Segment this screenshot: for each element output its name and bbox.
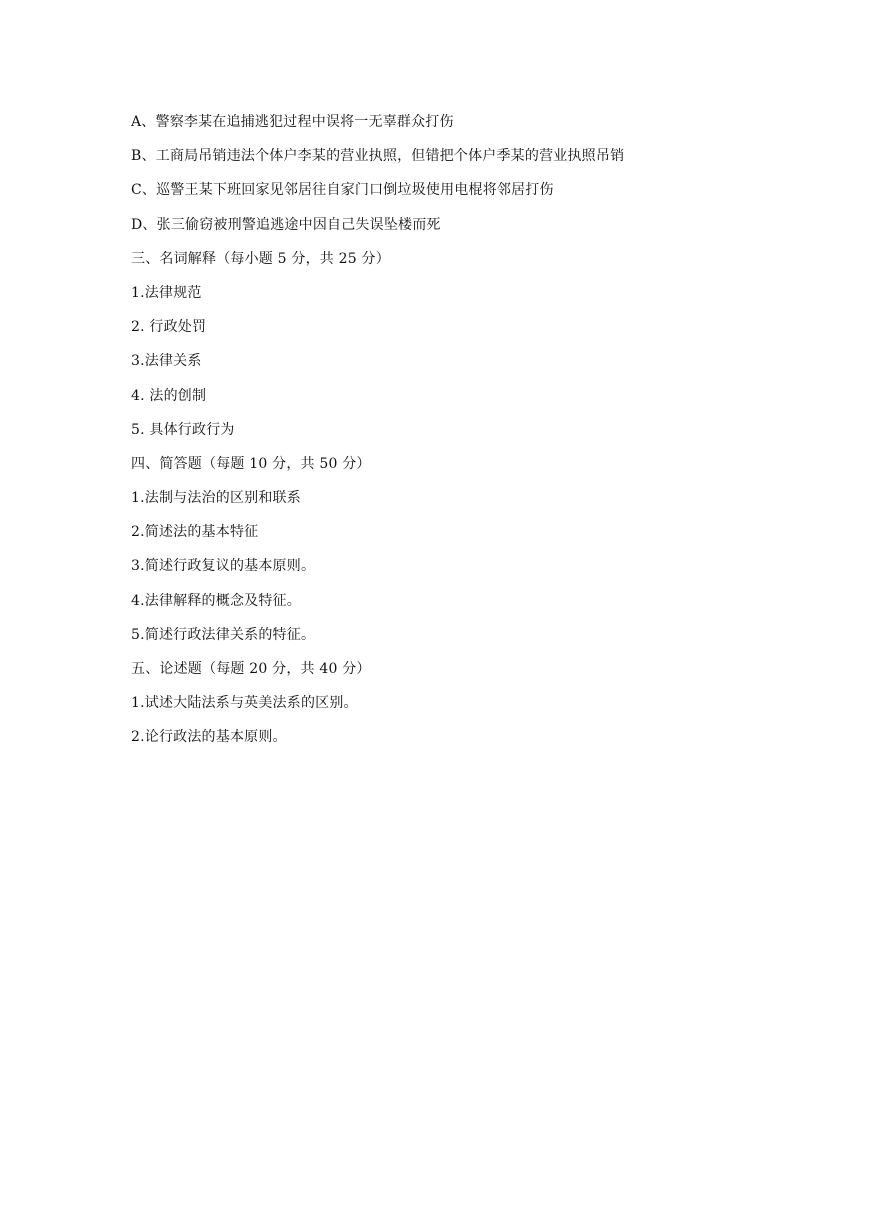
term-item: 5. 具体行政行为 xyxy=(131,421,235,438)
choice-b: B、工商局吊销违法个体户李某的营业执照，但错把个体户季某的营业执照吊销 xyxy=(131,148,625,165)
essay-item: 2.论行政法的基本原则。 xyxy=(131,729,287,746)
short-answer-item: 5.简述行政法律关系的特征。 xyxy=(131,626,316,643)
choice-a: A、警察李某在追捕逃犯过程中误将一无辜群众打伤 xyxy=(131,114,454,130)
short-answer-item: 1.法制与法治的区别和联系 xyxy=(131,490,301,507)
term-item: 3.法律关系 xyxy=(131,353,202,370)
essay-item: 1.试述大陆法系与英美法系的区别。 xyxy=(131,695,358,712)
section-heading-terms: 三、名词解释（每小题 5 分，共 25 分） xyxy=(131,250,390,267)
section-heading-short-answer: 四、简答题（每题 10 分，共 50 分） xyxy=(131,455,371,472)
short-answer-item: 2.简述法的基本特征 xyxy=(131,524,259,541)
section-heading-essay: 五、论述题（每题 20 分，共 40 分） xyxy=(131,661,371,677)
choice-c: C、巡警王某下班回家见邻居往自家门口倒垃圾使用电棍将邻居打伤 xyxy=(131,182,554,199)
choice-d: D、张三偷窃被刑警追逃途中因自己失误坠楼而死 xyxy=(131,216,441,233)
short-answer-item: 3.简述行政复议的基本原则。 xyxy=(131,558,316,575)
term-item: 2. 行政处罚 xyxy=(131,319,207,336)
short-answer-item: 4.法律解释的概念及特征。 xyxy=(131,592,301,609)
document-body xyxy=(131,112,831,762)
term-item: 4. 法的创制 xyxy=(131,387,207,404)
term-item: 1.法律规范 xyxy=(131,284,202,301)
